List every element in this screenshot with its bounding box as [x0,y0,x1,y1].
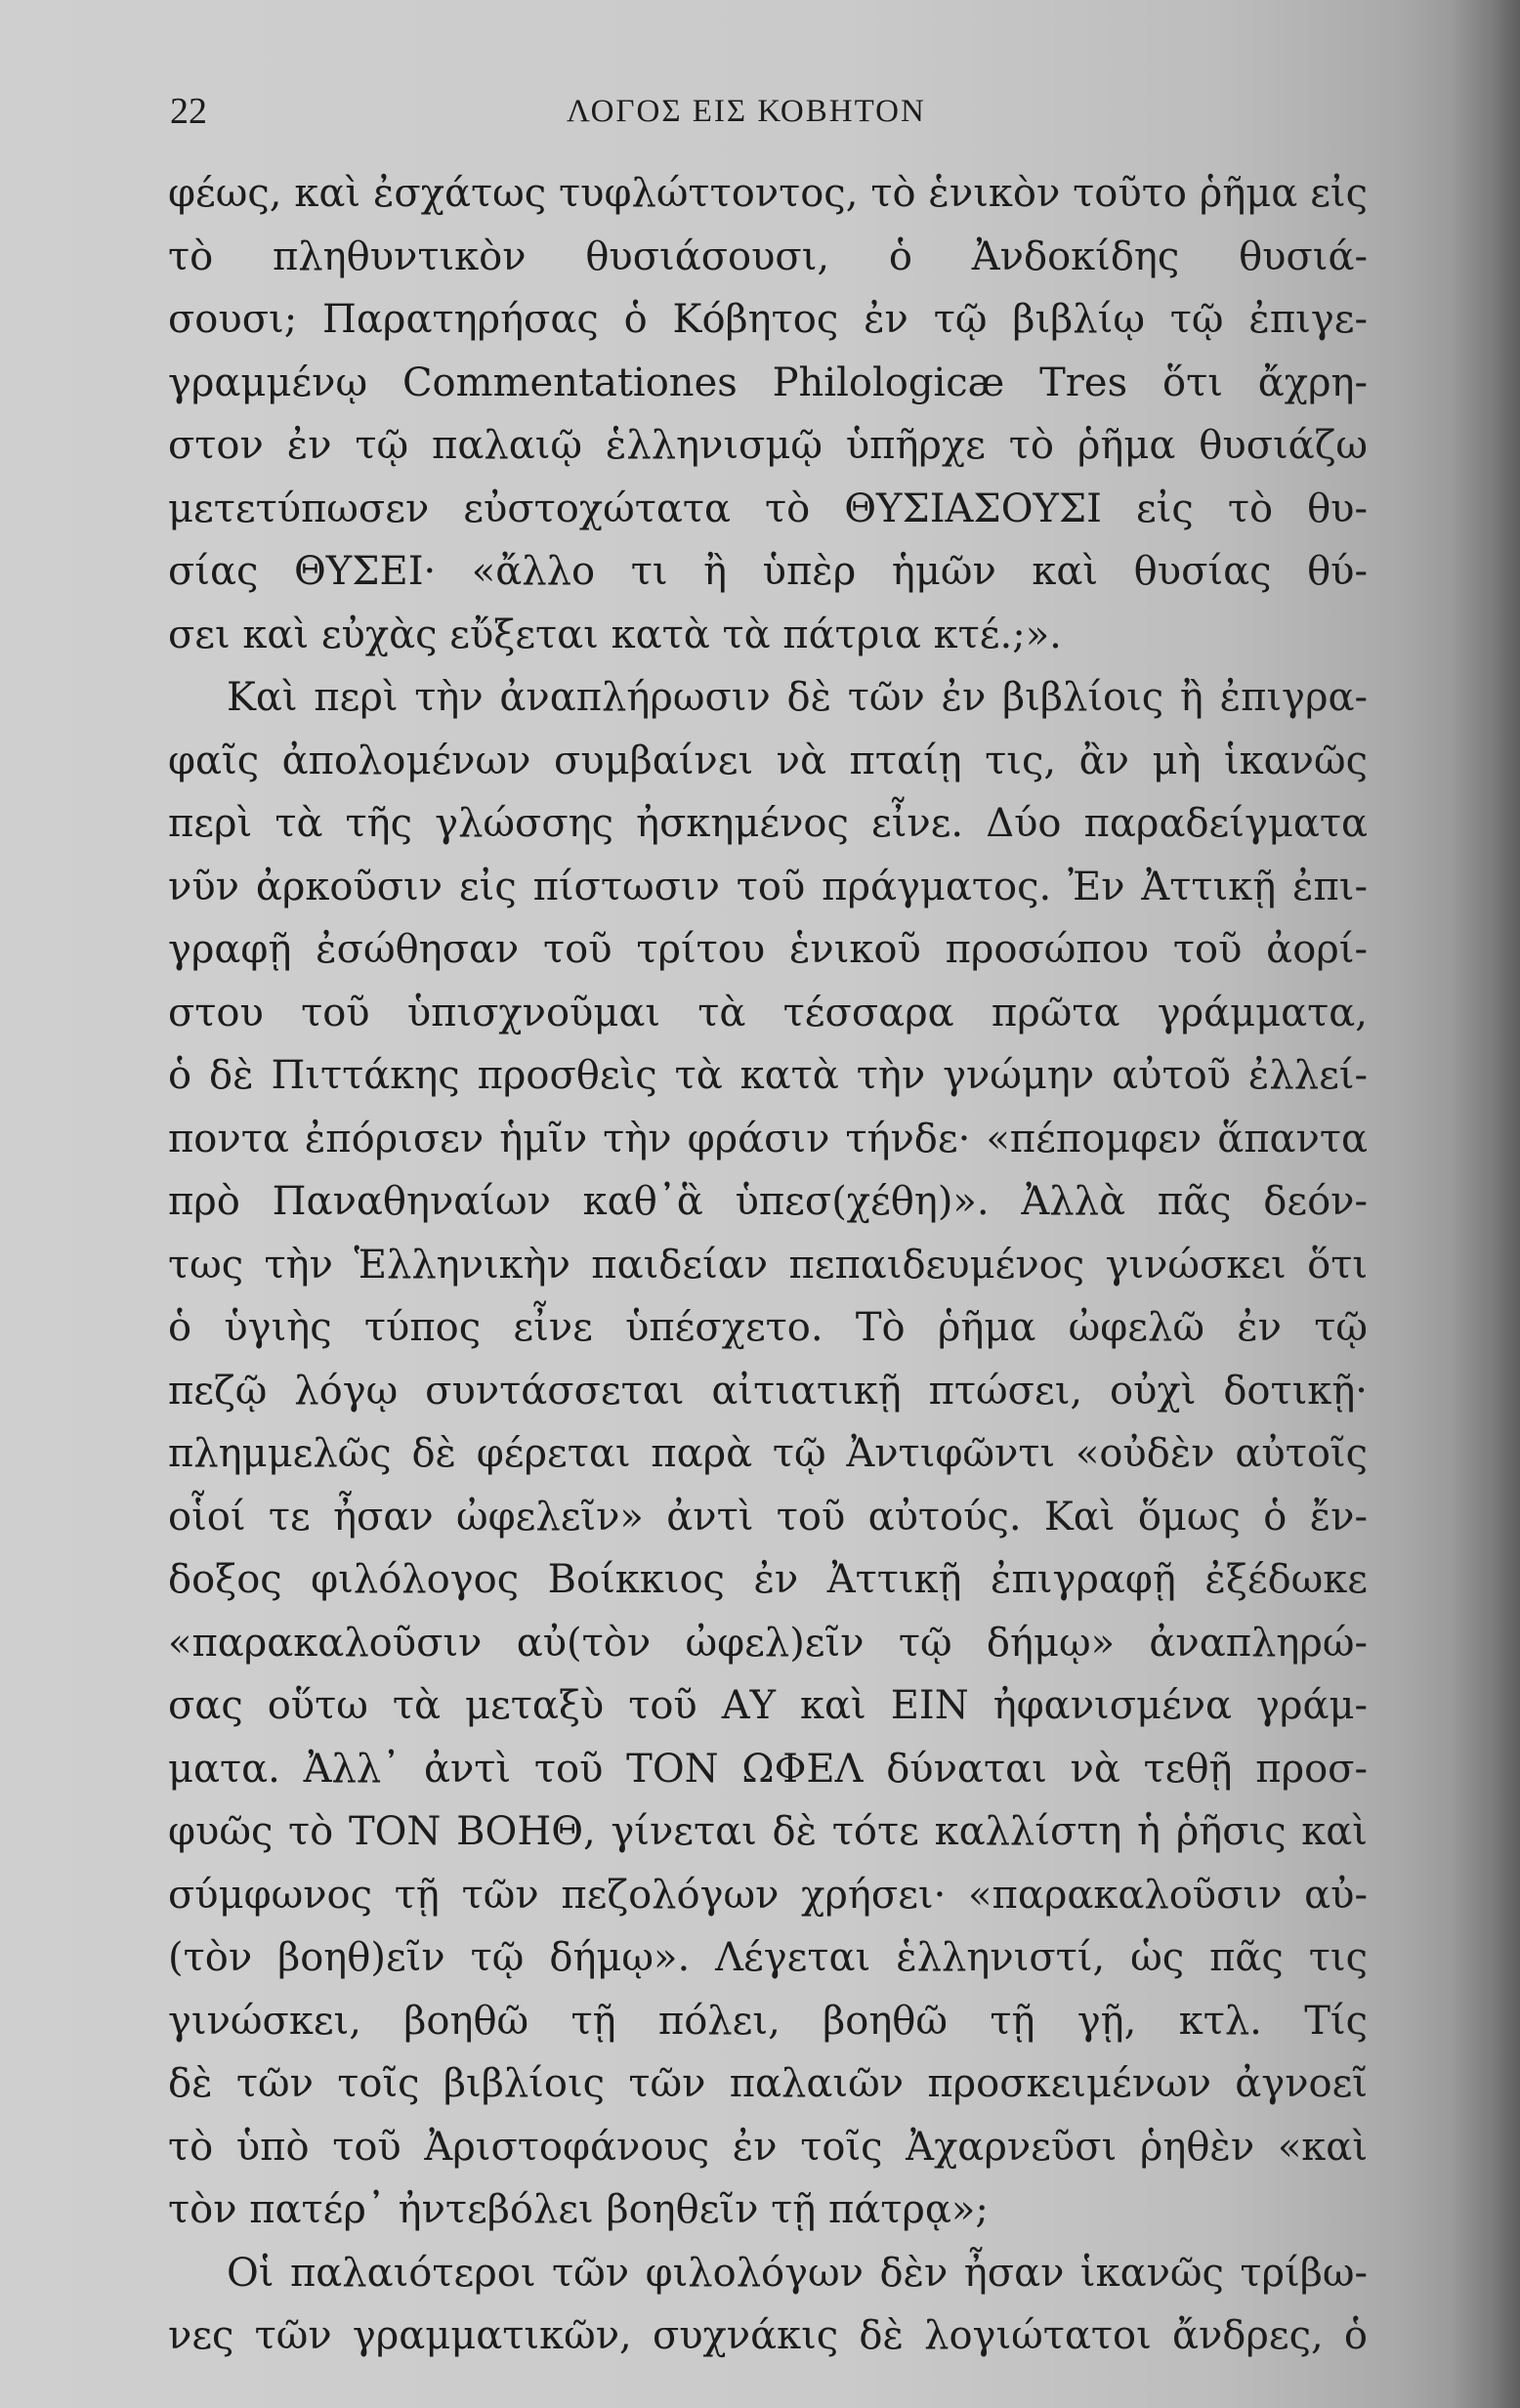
text-line: μετετύπωσεν εὐστοχώτατα τὸ ΘΥΣΙΑΣΟΥΣΙ εἰς τὸ θυ- [168,486,1368,531]
text-line: πρὸ Παναθηναίων καθ᾽ἃ ὑπεσ(χέθη)». Ἀλλὰ πᾶς δεόν- [168,1179,1368,1224]
text-line: νῦν ἀρκοῦσιν εἰς πίστωσιν τοῦ πράγματος. Ἐν Ἀττικῇ ἐπι- [168,864,1368,909]
text-line: τὸ ὑπὸ τοῦ Ἀριστοφάνους ἐν τοῖς Ἀχαρνεῦσι ῥηθὲν «καὶ [168,2124,1368,2170]
text-line: πλημμελῶς δὲ φέρεται παρὰ τῷ Ἀντιφῶντι «οὐδὲν αὐτοῖς [168,1431,1368,1476]
text-line: σουσι; Παρατηρήσας ὁ Κόβητος ἐν τῷ βιβλίῳ τῷ ἐπιγε- [168,297,1368,342]
text-line: δοξος φιλόλογος Βοίκκιος ἐν Ἀττικῇ ἐπιγραφῇ ἐξέδωκε [168,1557,1368,1602]
text-line: γινώσκει, βοηθῶ τῇ πόλει, βοηθῶ τῇ γῇ, κτλ. Τίς [168,1998,1368,2044]
text-line: φαῖς ἀπολομένων συμβαίνει νὰ πταίῃ τις, ἂν μὴ ἱκανῶς [168,738,1368,783]
text-line: νες τῶν γραμματικῶν, συχνάκις δὲ λογιώτατοι ἄνδρες, ὁ [168,2313,1368,2358]
text-line: ποντα ἐπόρισεν ἡμῖν τὴν φράσιν τήνδε· «πέπομφεν ἅπαντα [168,1116,1368,1162]
running-head [164,90,1366,137]
text-line: οἷοί τε ἦσαν ὠφελεῖν» ἀντὶ τοῦ αὐτούς. Καὶ ὅμως ὁ ἔν- [168,1494,1368,1540]
page-number: 22 [170,91,207,132]
text-line: ὁ δὲ Πιττάκης προσθεὶς τὰ κατὰ τὴν γνώμην αὐτοῦ ἐλλεί- [168,1053,1368,1098]
text-line: ὁ ὑγιὴς τύπος εἶνε ὑπέσχετο. Τὸ ῥῆμα ὠφελῶ ἐν τῷ [168,1305,1368,1350]
text-line: στου τοῦ ὑπισχνοῦμαι τὰ τέσσαρα πρῶτα γράμματα, [168,990,1368,1035]
gutter-shadow [1452,0,1520,2408]
text-line: ματα. Ἀλλ᾽ ἀντὶ τοῦ ΤΟΝ ΩΦΕΛ δύναται νὰ τεθῇ προσ- [168,1746,1368,1792]
text-line: φέως, καὶ ἐσχάτως τυφλώττοντος, τὸ ἑνικὸν τοῦτο ῥῆμα εἰς [168,171,1368,216]
text-line: τως τὴν Ἑλληνικὴν παιδείαν πεπαιδευμένος γινώσκει ὅτι [168,1242,1368,1288]
text-line: στον ἐν τῷ παλαιῷ ἑλληνισμῷ ὑπῆρχε τὸ ῥῆμα θυσιάζω [168,423,1368,468]
text-line: Οἱ παλαιότεροι τῶν φιλολόγων δὲν ἦσαν ἱκανῶς τρίβω- [227,2250,1368,2296]
text-line: (τὸν βοηθ)εῖν τῷ δήμῳ». Λέγεται ἑλληνιστί, ὡς πᾶς τις [168,1935,1368,1980]
text-line: σει καὶ εὐχὰς εὔξεται κατὰ τὰ πάτρια κτέ.;». [168,612,1062,657]
text-line: γραμμένῳ Commentationes Philologicæ Tres ὅτι ἄχρη- [168,359,1368,405]
text-line: φυῶς τὸ ΤΟΝ ΒΟΗΘ, γίνεται δὲ τότε καλλίστη ἡ ῥῆσις καὶ [168,1809,1368,1854]
text-line: σύμφωνος τῇ τῶν πεζολόγων χρήσει· «παρακαλοῦσιν αὐ- [168,1872,1368,1918]
text-line: Καὶ περὶ τὴν ἀναπλήρωσιν δὲ τῶν ἐν βιβλίοις ἢ ἐπιγρα- [227,675,1368,720]
text-line: σίας ΘΥΣΕΙ· «ἄλλο τι ἢ ὑπὲρ ἡμῶν καὶ θυσίας θύ- [168,549,1368,594]
text-line: τὸ πληθυντικὸν θυσιάσουσι, ὁ Ἀνδοκίδης θυσιά- [168,233,1368,279]
text-line: τὸν πατέρ᾽ ἠντεβόλει βοηθεῖν τῇ πάτρᾳ»; [168,2187,989,2232]
body-text [168,162,1368,2368]
text-line: πεζῷ λόγῳ συντάσσεται αἰτιατικῇ πτώσει, οὐχὶ δοτικῇ· [168,1368,1368,1414]
text-line: σας οὕτω τὰ μεταξὺ τοῦ ΑΥ καὶ ΕΙΝ ἠφανισμένα γράμ- [168,1683,1368,1728]
text-line: «παρακαλοῦσιν αὐ(τὸν ὠφελ)εῖν τῷ δήμῳ» ἀναπληρώ- [168,1620,1368,1666]
text-line: γραφῇ ἐσώθησαν τοῦ τρίτου ἑνικοῦ προσώπου τοῦ ἀορί- [168,927,1368,972]
text-line: δὲ τῶν τοῖς βιβλίοις τῶν παλαιῶν προσκειμένων ἀγνοεῖ [168,2061,1368,2106]
text-line: περὶ τὰ τῆς γλώσσης ἠσκημένος εἶνε. Δύο παραδείγματα [168,801,1368,846]
running-title: ΛΟΓΟΣ ΕΙΣ ΚΟΒΗΤΟΝ [567,94,926,129]
